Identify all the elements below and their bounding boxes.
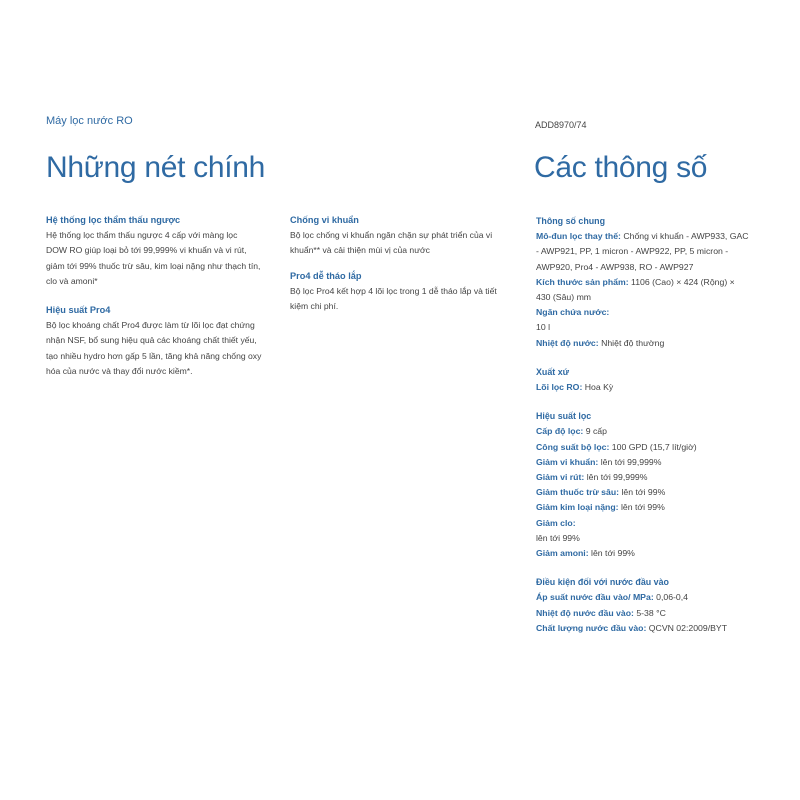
feature-ro-system xyxy=(46,215,278,289)
spec-label: Ngăn chứa nước xyxy=(536,307,607,318)
spec-line: Áp suất nước đầu vào/ MPa: 0,06-0,4 xyxy=(536,592,689,603)
feature-title: Chống vi khuẩn xyxy=(290,215,359,225)
spec-value: lên tới 99% xyxy=(591,548,635,559)
spec-line: Lõi lọc RO: Hoa Kỳ xyxy=(536,382,614,393)
feature-title: Hiệu suất Pro4 xyxy=(46,305,111,316)
spec-value: 9 cấp xyxy=(585,426,607,437)
spec-group-title: Xuất xứ xyxy=(536,366,570,377)
spec-label: Giảm thuốc trừ sâu xyxy=(536,487,617,498)
feature-line: DOW RO giúp loại bỏ tới 99,999% vi khuẩn và vi rút, xyxy=(46,245,247,256)
spec-value: 10 l xyxy=(536,322,551,333)
spec-line: Giảm thuốc trừ sâu: lên tới 99% xyxy=(536,487,666,498)
spec-line xyxy=(536,260,776,275)
spec-group-input-water xyxy=(536,575,776,636)
spec-line: Nhiệt độ nước đầu vào: 5-38 °C xyxy=(536,607,666,618)
spec-value: 430 (Sâu) mm xyxy=(536,292,592,303)
spec-label: Áp suất nước đầu vào/ MPa xyxy=(536,592,651,603)
spec-line: Giảm clo: xyxy=(536,517,576,528)
spec-label: Lõi lọc RO xyxy=(536,382,580,393)
spec-group-general xyxy=(536,214,776,351)
spec-value: 0,06-0,4 xyxy=(656,592,689,603)
spec-line: Ngăn chứa nước: xyxy=(536,307,610,318)
feature-line: giảm tới 99% thuốc trừ sâu, kim loại nặng như thạch tín, xyxy=(46,260,261,271)
product-type: Máy lọc nước RO xyxy=(46,115,133,127)
spec-group-title: Thông số chung xyxy=(536,216,606,226)
spec-group-title: Điều kiện đối với nước đầu vào xyxy=(536,577,669,588)
spec-label: Giảm clo xyxy=(536,517,573,528)
feature-title: Pro4 dễ tháo lắp xyxy=(290,270,362,281)
spec-line: Cấp độ lọc: 9 cấp xyxy=(536,426,607,437)
spec-value: 1106 (Cao) × 424 (Rộng) × xyxy=(631,276,735,287)
feature-pro4-performance xyxy=(46,305,278,379)
feature-antibacterial xyxy=(290,215,515,259)
feature-line: hóa của nước và thay đổi nước kiềm*. xyxy=(46,366,193,377)
feature-line: Hệ thống lọc thẩm thấu ngược 4 cấp với màng lọc xyxy=(46,230,238,240)
spec-value: lên tới 99% xyxy=(536,532,580,543)
spec-value: AWP920, Pro4 - AWP938, RO - AWP927 xyxy=(536,261,694,272)
spec-label: Công suất bộ lọc xyxy=(536,441,607,452)
spec-line xyxy=(536,320,776,335)
feature-line: khuẩn** và cải thiện mùi vị của nước xyxy=(290,245,430,256)
spec-value: lên tới 99% xyxy=(620,502,665,513)
feature-line: kiệm chi phí. xyxy=(290,300,339,311)
spec-value: lên tới 99,999% xyxy=(600,456,662,467)
spec-value: Chống vi khuẩn - AWP933, GAC xyxy=(623,231,749,242)
spec-label: Giảm vi rút xyxy=(536,472,582,483)
features-heading: Những nét chính xyxy=(46,151,266,184)
spec-line xyxy=(536,244,776,259)
spec-line: Công suất bộ lọc: 100 GPD (15,7 lít/giờ) xyxy=(536,441,697,452)
spec-label: Nhiệt độ nước xyxy=(536,337,596,348)
spec-value: 100 GPD (15,7 lít/giờ) xyxy=(611,441,697,452)
model-number: ADD8970/74 xyxy=(535,120,587,130)
feature-line: tạo nhiều hydro hơn gấp 5 lần, tăng khả năng chống oxy xyxy=(46,350,262,361)
features-column-2 xyxy=(290,215,515,314)
spec-value: QCVN 02:2009/BYT xyxy=(648,622,728,633)
spec-line: Giảm kim loại nặng: lên tới 99% xyxy=(536,502,665,513)
specs-heading: Các thông số xyxy=(534,151,708,184)
feature-title: Hệ thống lọc thẩm thấu ngược xyxy=(46,215,181,225)
spec-label: Giảm amoni xyxy=(536,548,586,559)
spec-group-origin xyxy=(536,365,776,395)
spec-line: Chất lượng nước đầu vào: QCVN 02:2009/BYT xyxy=(536,622,728,633)
spec-label: Giảm kim loại nặng xyxy=(536,502,616,513)
spec-line xyxy=(536,290,776,305)
feature-line: Bộ lọc khoáng chất Pro4 được làm từ lõi lọc đạt chứng xyxy=(46,320,255,331)
spec-value: lên tới 99,999% xyxy=(586,472,648,483)
spec-line: Giảm amoni: lên tới 99% xyxy=(536,548,635,559)
features-column-1 xyxy=(46,215,278,379)
spec-line xyxy=(536,531,776,546)
spec-label: Kích thước sản phẩm xyxy=(536,276,626,287)
spec-line: Nhiệt độ nước: Nhiệt độ thường xyxy=(536,337,665,348)
feature-pro4-easy xyxy=(290,271,515,315)
spec-line: Mô-đun lọc thay thế: Chống vi khuẩn - AWP933, GAC xyxy=(536,231,749,242)
spec-group-performance xyxy=(536,409,776,561)
spec-label: Mô-đun lọc thay thế xyxy=(536,231,619,242)
spec-label: Nhiệt độ nước đầu vào xyxy=(536,607,632,618)
spec-label: Cấp độ lọc xyxy=(536,426,581,437)
spec-label: Giảm vi khuẩn xyxy=(536,456,596,467)
feature-line: clo và amoni* xyxy=(46,275,98,286)
spec-value: Nhiệt độ thường xyxy=(601,337,665,348)
spec-value: - AWP921, PP, 1 micron - AWP922, PP, 5 micron - xyxy=(536,246,729,257)
spec-line: Giảm vi khuẩn: lên tới 99,999% xyxy=(536,456,662,467)
spec-line: Giảm vi rút: lên tới 99,999% xyxy=(536,472,648,483)
spec-value: lên tới 99% xyxy=(621,487,666,498)
spec-group-title: Hiệu suất lọc xyxy=(536,411,592,422)
spec-value: Hoa Kỳ xyxy=(584,382,614,393)
spec-label: Chất lượng nước đầu vào xyxy=(536,622,644,633)
specs-column xyxy=(536,214,776,636)
feature-line: Bộ lọc Pro4 kết hợp 4 lõi lọc trong 1 dễ tháo lắp và tiết xyxy=(290,285,497,296)
feature-line: Bộ lọc chống vi khuẩn ngăn chặn sự phát triển của vi xyxy=(290,230,493,240)
spec-line: Kích thước sản phẩm: 1106 (Cao) × 424 (Rộng) × xyxy=(536,276,735,287)
feature-line: nhận NSF, bổ sung hiệu quả các khoáng chất thiết yếu, xyxy=(46,335,257,346)
spec-value: 5-38 °C xyxy=(636,607,666,618)
